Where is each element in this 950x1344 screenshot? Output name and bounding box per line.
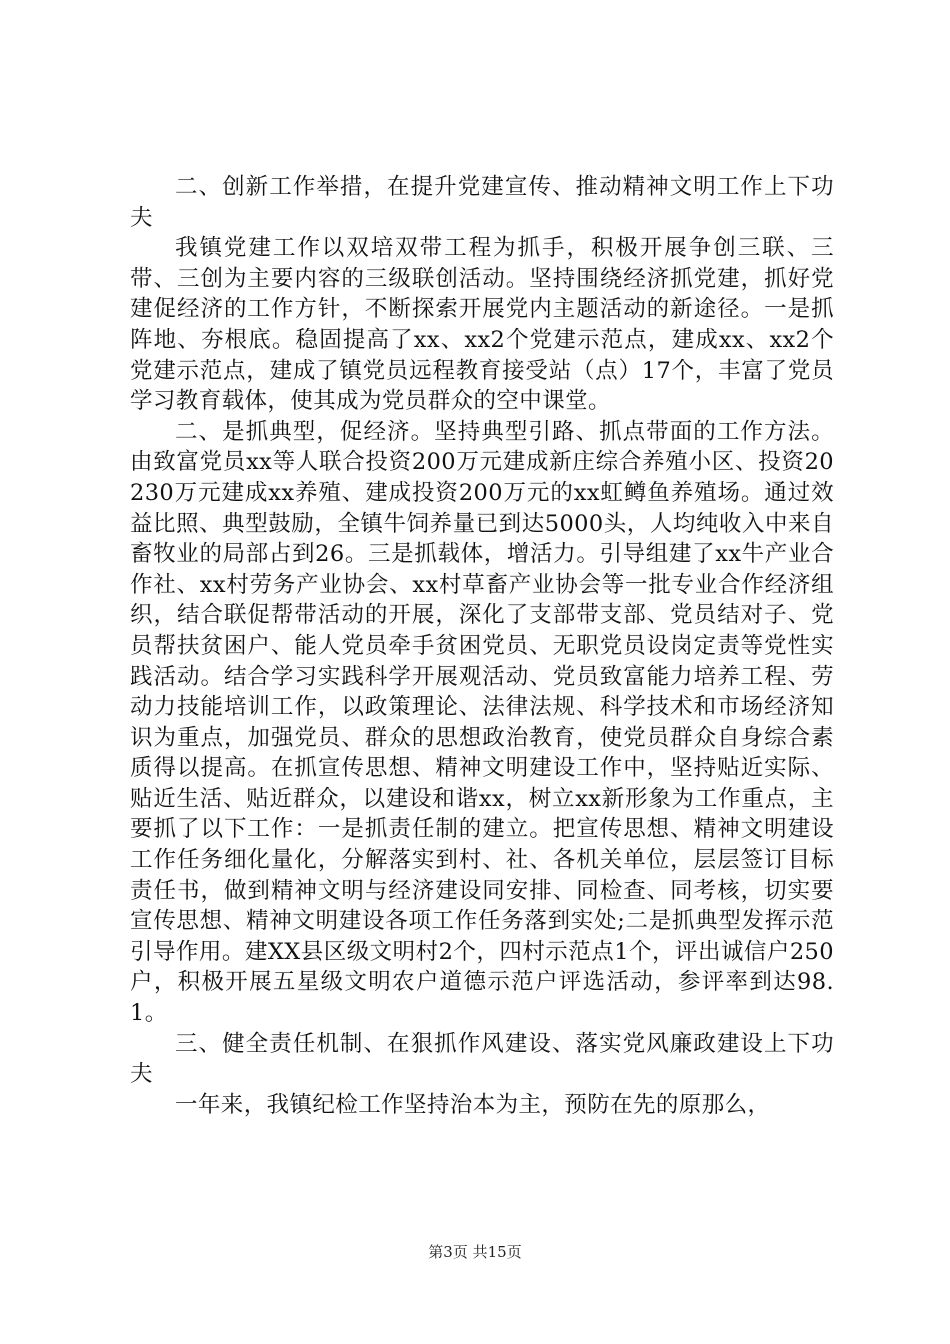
- document-body: [130, 172, 834, 1120]
- body-paragraph: 二、是抓典型，促经济。坚持典型引路、抓点带面的工作方法。由致富党员xx等人联合投资200万元建成新庄综合养殖小区、投资20230万元建成xx养殖、建成投资200万元的xx虹鳟鱼养殖场。通过效益比照、典型鼓励，全镇牛饲养量已到达5000头，人均纯收入中来自畜牧业的局部占到26。三是抓载体，增活力。引导组建了xx牛产业合作社、xx村劳务产业协会、xx村草畜产业协会等一批专业合作经济组织，结合联促帮带活动的开展，深化了支部带支部、党员结对子、党员帮扶贫困户、能人党员牵手贫困党员、无职党员设岗定责等党性实践活动。结合学习实践科学开展观活动、党员致富能力培养工程、劳动力技能培训工作，以政策理论、法律法规、科学技术和市场经济知识为重点，加强党员、群众的思想政治教育，使党员群众自身综合素质得以提高。在抓宣传思想、精神文明建设工作中，坚持贴近实际、贴近生活、贴近群众，以建设和谐xx，树立xx新形象为工作重点，主要抓了以下工作：一是抓责任制的建立。把宣传思想、精神文明建设工作任务细化量化，分解落实到村、社、各机关单位，层层签订目标责任书，做到精神文明与经济建设同安排、同检查、同考核，切实要宣传思想、精神文明建设各项工作任务落到实处;二是抓典型发挥示范引导作用。建XX县区级文明村2个，四村示范点1个，评出诚信户250户，积极开展五星级文明农户道德示范户评选活动，参评率到达98.1。: [130, 418, 834, 1027]
- body-paragraph: 我镇党建工作以双培双带工程为抓手，积极开展争创三联、三带、三创为主要内容的三级联创活动。坚持围绕经济抓党建，抓好党建促经济的工作方针，不断探索开展党内主题活动的新途径。一是抓阵地、夯根底。稳固提高了xx、xx2个党建示范点，建成xx、xx2个党建示范点，建成了镇党员远程教育接受站（点）17个，丰富了党员学习教育载体，使其成为党员群众的空中课堂。: [130, 235, 834, 415]
- section-heading-2: 二、创新工作举措，在提升党建宣传、推动精神文明工作上下功夫: [130, 174, 834, 231]
- page-number-footer: 第3页 共15页: [428, 1243, 522, 1261]
- body-paragraph: 一年来，我镇纪检工作坚持治本为主，预防在先的原那么，: [175, 1091, 771, 1118]
- section-heading-3: 三、健全责任机制、在狠抓作风建设、落实党风廉政建设上下功夫: [130, 1030, 834, 1088]
